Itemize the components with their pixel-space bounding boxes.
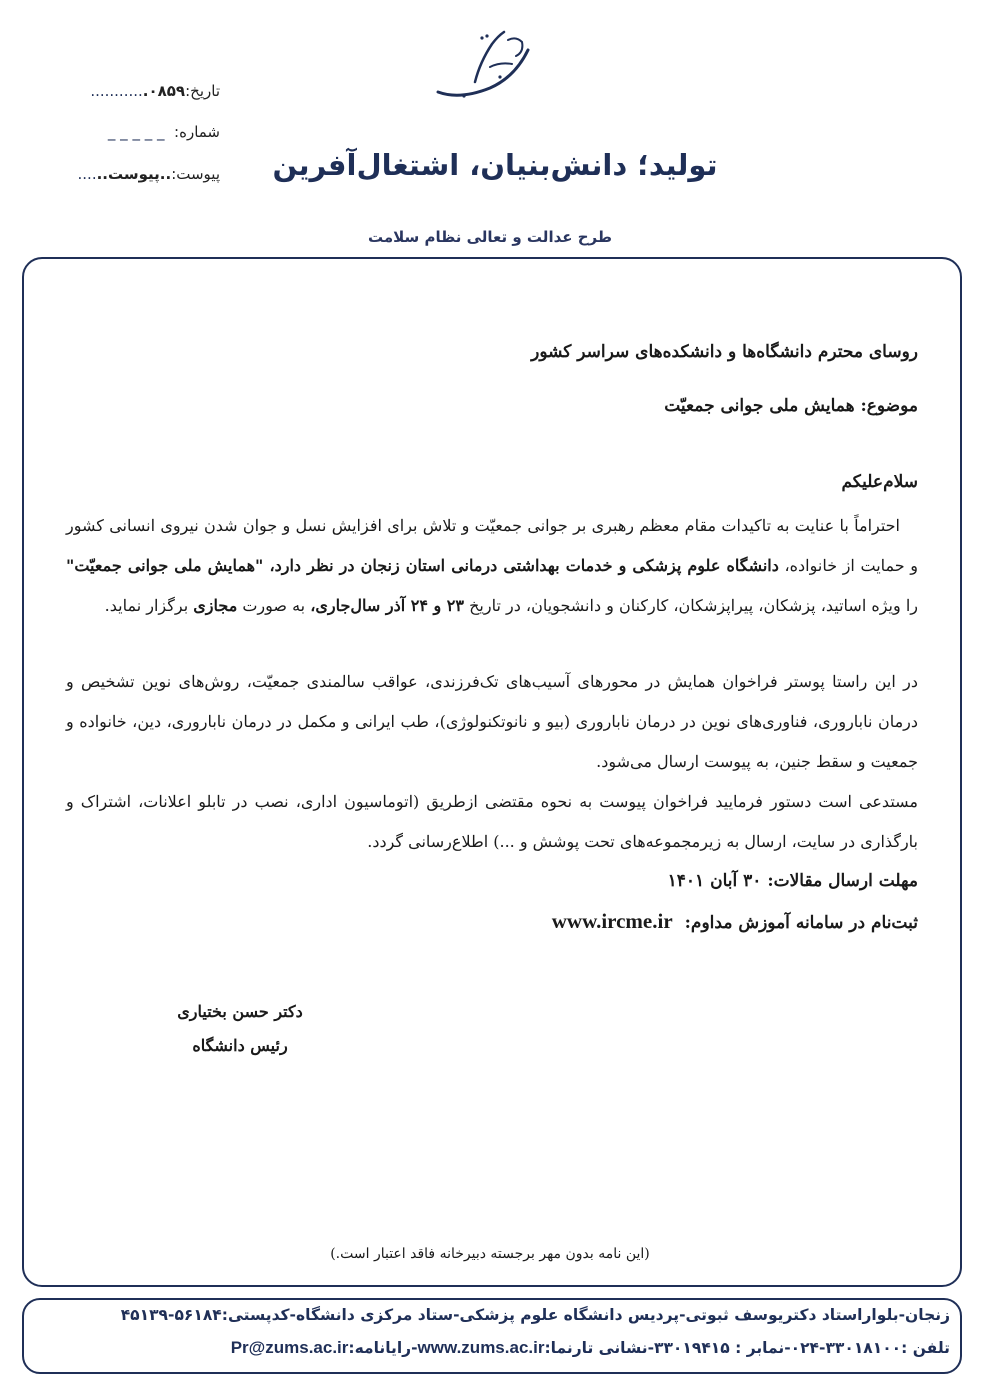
signature-block xyxy=(150,995,330,1063)
footer-email-label: -رایانامه: xyxy=(348,1339,418,1357)
attachment-dots: .... xyxy=(77,165,97,183)
validity-note: (این نامه بدون مهر برجسته دبیرخانه فاقد اعتبار است.) xyxy=(330,1246,650,1262)
logo-calligraphy xyxy=(420,22,540,102)
signer-name: دکتر حسن بختیاری xyxy=(177,1002,303,1021)
footer-address: زنجان-بلواراستاد دکتریوسف ثبوتی-پردیس دانشگاه علوم پزشکی-ستاد مرکزی دانشگاه-کدپستی:۵۶۱۸۴-۴۵۱۳۹ xyxy=(120,1306,950,1324)
p1-text-b: دانشگاه علوم پزشکی و خدمات بهداشتی درمانی استان زنجان در نظر دارد، "همایش ملی جوانی جمعیّت" xyxy=(66,556,779,575)
p1-text-d: ۲۳ و ۲۴ آذر سال‌جاری، xyxy=(310,596,464,615)
deadline: مهلت ارسال مقالات: ۳۰ آبان ۱۴۰۱ xyxy=(667,871,918,891)
recipient: روسای محترم دانشگاه‌ها و دانشکده‌های سراسر کشور xyxy=(531,342,918,362)
register-label: ثبت‌نام در سامانه آموزش مداوم: xyxy=(684,913,918,933)
footer-contact xyxy=(231,1338,950,1358)
date-label: تاریخ: xyxy=(185,82,220,100)
number-label: شماره: xyxy=(174,123,220,141)
meta-number xyxy=(108,123,220,141)
registration xyxy=(552,911,918,932)
attachment-label: پیوست: xyxy=(171,165,220,183)
plan-subtitle: طرح عدالت و تعالی نظام سلامت xyxy=(368,228,612,246)
footer-website[interactable]: www.zums.ac.ir xyxy=(417,1338,545,1357)
p1-text-e: به صورت xyxy=(237,596,311,615)
date-dots: ........... xyxy=(90,82,143,100)
signer-title: رئیس دانشگاه xyxy=(192,1036,288,1055)
paragraph-1 xyxy=(66,506,918,626)
number-dots: _ _ _ _ _ xyxy=(107,123,165,141)
p1-text-c: را ویژه اساتید، پزشکان، پیراپزشکان، کارکنان و دانشجویان، در تاریخ xyxy=(463,596,918,615)
p1-text-a: احتراماً با عنایت به تاکیدات مقام معظم رهبری بر جوانی جمعیّت و تلاش برای افزایش نسل و جوان شدن نیروی انسانی کشور و حمایت از خانواده، xyxy=(66,516,919,575)
slogan-title: تولید؛ دانش‌بنیان، اشتغال‌آفرین xyxy=(272,148,718,182)
meta-date xyxy=(90,82,220,100)
subject: موضوع: همایش ملی جوانی جمعیّت xyxy=(664,396,918,416)
meta-attachment xyxy=(78,165,220,183)
p1-text-f: مجازی xyxy=(193,596,238,615)
p1-text-g: برگزار نماید. xyxy=(104,596,194,615)
salutation: سلام‌علیکم xyxy=(841,472,918,492)
paragraph-2: در این راستا پوستر فراخوان همایش در محورهای آسیب‌های تک‌فرزندی، عواقب سالمندی جمعیّت، روش‌های نوین تشخیص و درمان ناباروری، فناوری‌های نوین در درمان ناباروری (بیو و نانوتکنولوژی)، طب ایرانی و مکمل در درمان ناباروری، دین، خانواده و جمعیت و سقط جنین، به پیوست ارسال می‌شود. xyxy=(66,672,918,771)
date-value: ۰۸۵۹. xyxy=(142,82,186,100)
register-url[interactable]: www.ircme.ir xyxy=(551,909,673,933)
paragraph-3: مستدعی است دستور فرمایید فراخوان پیوست به نحوه مقتضی ازطریق (اتوماسیون اداری، نصب در تابلو اعلانات، اشتراک و بارگذاری در سایت، ارسال به زیرمجموعه‌های تحت پوشش و ...) اطلاع‌رسانی گردد. xyxy=(66,792,918,851)
footer-phone: تلفن :۳۳۰۱۸۱۰۰-۰۲۴-نمابر : ۳۳۰۱۹۴۱۵-نشانی تارنما: xyxy=(544,1339,950,1357)
footer-email[interactable]: Pr@zums.ac.ir xyxy=(230,1338,349,1357)
attachment-value: ..پیوست.. xyxy=(96,165,172,183)
